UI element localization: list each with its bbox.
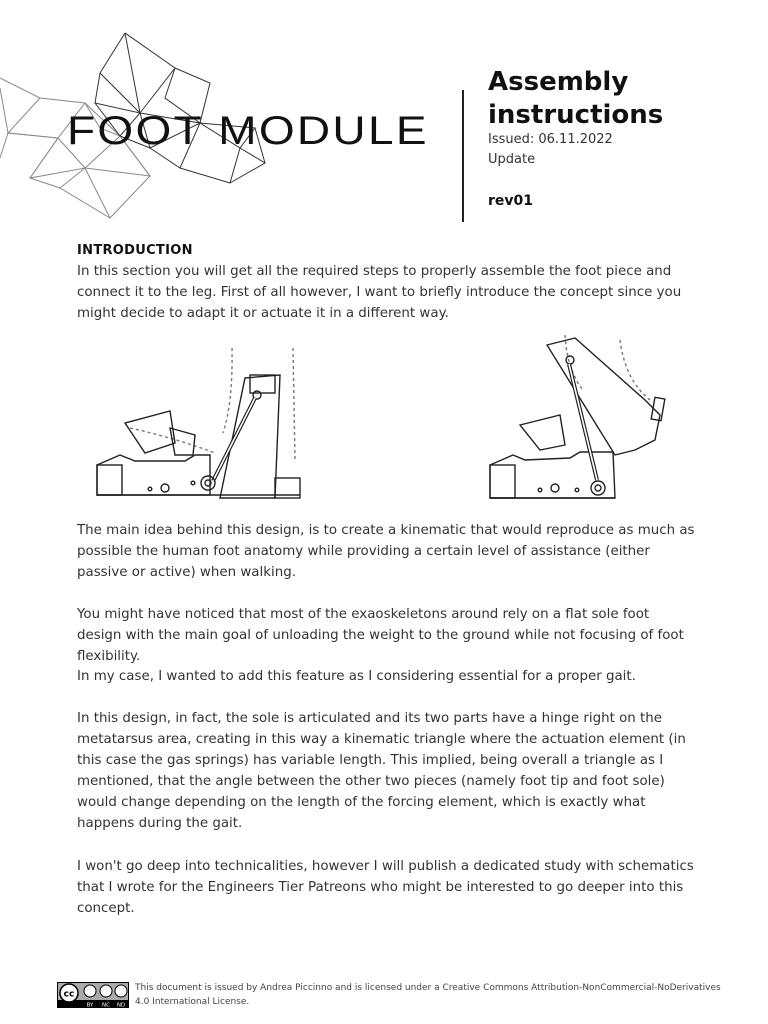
header-divider <box>462 90 464 222</box>
svg-text:cc: cc <box>63 989 75 1000</box>
intro-paragraph-5: I won't go deep into technicalities, however I will publish a dedicated study with schematics that I wrote for the Engineers Tier Patreons who might be interested to go deeper into this concept. <box>77 859 694 916</box>
section-heading: INTRODUCTION <box>77 243 193 258</box>
intro-paragraph-3b: In my case, I wanted to add this feature as I considering essential for a proper gait. <box>77 669 636 684</box>
intro-paragraph-3: You might have noticed that most of the exaoskeletons around rely on a flat sole foot design with the main goal of unloading the weight to the ground while not focusing of foot flexibility. <box>77 607 684 664</box>
issued-date: Issued: 06.11.2022 <box>488 132 613 147</box>
cc-by-nc-nd-icon <box>57 982 129 1008</box>
svg-text:ND: ND <box>116 1002 126 1008</box>
foot-flexed-illustration <box>485 330 685 505</box>
license-text: This document is issued by Andrea Piccinno and is licensed under a Creative Commons Attribution-NonCommercial-NoDerivatives 4.0 International License. <box>135 983 721 1007</box>
foot-flat-illustration <box>95 343 315 503</box>
update-label: Update <box>488 152 536 167</box>
intro-paragraph-4: In this design, in fact, the sole is articulated and its two parts have a hinge right on the metatarsus area, creating in this way a kinematic triangle where the actuation element (in this case the gas springs) has variable length. This implied, being overall a triangle as I mentioned, that the angle between the other two pieces (namely foot tip and foot sole) would change depending on the length of the forcing element, which is exactly what happens during the gait. <box>77 711 686 831</box>
intro-paragraph-2: The main idea behind this design, is to create a kinematic that would reproduce as much as possible the human foot anatomy while providing a certain level of assistance (either passive or active) when walking. <box>77 523 695 580</box>
svg-text:NC: NC <box>102 1002 110 1008</box>
revision-label: rev01 <box>488 193 534 209</box>
intro-paragraph-1: In this section you will get all the required steps to properly assemble the foot piece and connect it to the leg. First of all however, I want to briefly introduce the concept since you might decide to adapt it or actuate it in a different way. <box>77 264 682 321</box>
document-title: Assembly instructions <box>488 67 664 130</box>
svg-text:BY: BY <box>86 1002 94 1008</box>
module-title: FOOT MODULE <box>67 109 429 153</box>
